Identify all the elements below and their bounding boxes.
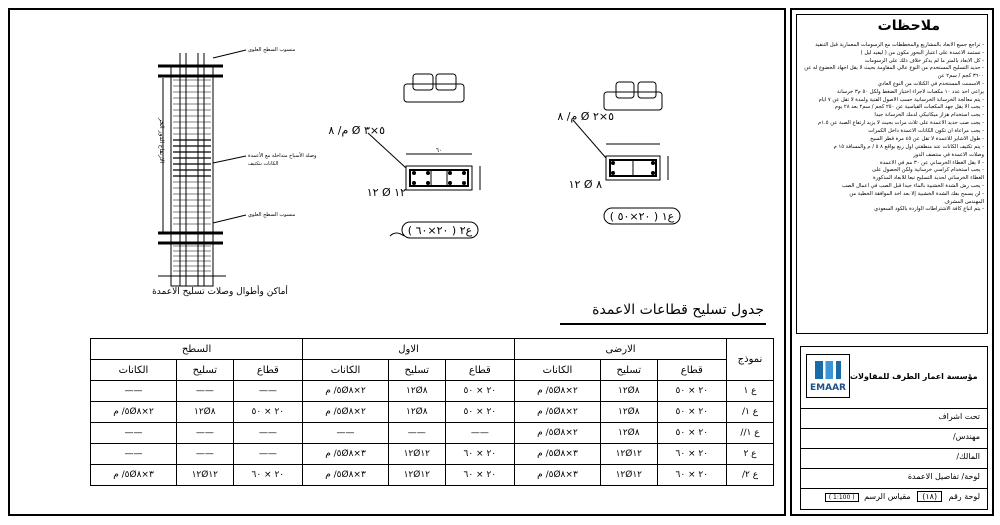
table-cell: ٢٠ × ٥٠: [657, 381, 726, 402]
rebar-dot: [412, 171, 416, 175]
table-cell: ٢٠ × ٦٠: [445, 444, 514, 465]
table-cell: ——: [91, 423, 177, 444]
table-cell: ١٢Ø١٢: [177, 465, 234, 486]
table-row: [91, 381, 774, 402]
model-cell: ع ١/: [727, 402, 774, 423]
note-item: - لن يسمح بفك الشدة الخشبية إلا بعد أخذ الموافقة الخطية من: [849, 190, 984, 197]
columns-schedule-table: [90, 338, 774, 486]
rebar-dot: [426, 181, 430, 185]
subheader-cell: تسليح: [600, 360, 657, 381]
table-cell: ——: [445, 423, 514, 444]
note-item: الغطاء الخرساني لحديد التسليح تبعا للأبعاد المذكورة: [872, 175, 984, 182]
table-cell: ——: [233, 381, 302, 402]
subheader-row: [91, 360, 774, 381]
note-item: - طول الأشاير للاعمدة لا تقل عن ٤٥ مرة قطر السيخ: [870, 136, 984, 143]
elevation-caption: أماكن وأطوال وصلات تسليح الاعمدة: [152, 287, 288, 297]
table-row: [91, 465, 774, 486]
table-cell: ——: [177, 381, 234, 402]
group-header-roof: السطح: [91, 339, 303, 360]
note-item: - لا يقل الغطاء الخرساني عن ٣٠ مم في الأعمدة: [880, 159, 984, 166]
note-item: - يجب استخدام كراسي خرسانية ولكن الحصول على: [872, 167, 984, 174]
c1-bars-label: ١٢ Ø ٨: [568, 178, 602, 191]
c1-stirrups-label: م/ ٨ Ø ٥×٢: [557, 110, 614, 123]
note-item: وصلات الأعمدة في منتصف الدور: [913, 151, 984, 158]
subheader-cell: الكانات: [515, 360, 601, 381]
subheader-cell: قطاع: [657, 360, 726, 381]
table-cell: ٢×٥Ø٨/ م: [515, 402, 601, 423]
table-cell: ١٢Ø١٢: [600, 444, 657, 465]
rebar-dot: [462, 171, 466, 175]
elevation-bottom-note: منسوب السطح العلوي: [248, 212, 296, 218]
group-header-first: الاول: [303, 339, 515, 360]
note-item: - تستمد الأعمدة على اعتبار البحور مكون من ( ليفيد ليل ): [860, 49, 984, 56]
table-title-underline: [560, 322, 766, 326]
subheader-cell: قطاع: [445, 360, 514, 381]
model-header: نموذج: [727, 339, 774, 381]
note-item: يراعى أخذ عدد ١٠ مكعبات لأجراء اختبار الضغط ولكل ٥٠ م٣ خرسانة: [837, 88, 984, 95]
table-cell: ——: [388, 423, 445, 444]
c2-bars-label: ١٢ Ø ١٢: [366, 186, 406, 199]
note-item: المهندس المشرف: [944, 198, 984, 205]
scale-value: ( 1:100 ): [825, 493, 859, 502]
table-cell: ——: [91, 444, 177, 465]
table-cell: ١٢Ø٨: [388, 381, 445, 402]
rebar-dot: [462, 181, 466, 185]
table-cell: ٢×٥Ø٨/ م: [515, 423, 601, 444]
rebar-dot: [426, 171, 430, 175]
sheet-title-row: لوحة/ تفاصيل الاعمدة: [800, 468, 988, 485]
note-item: - يجب استخدام هزاز ميكانيكي لدمك الخرسانة جيدا: [874, 112, 984, 119]
logo-text: EMAAR: [810, 383, 846, 393]
company-name: مؤسسة اعمار الطرف للمقاولات: [850, 372, 978, 381]
sheet-no-label: لوحة رقم: [948, 492, 980, 501]
table-cell: ٢٠ × ٦٠: [657, 444, 726, 465]
rebar-dot: [448, 181, 452, 185]
note-item: - الاسمنت المستخدم في الكتلات من النوع العادي: [877, 80, 984, 87]
subheader-cell: الكانات: [303, 360, 389, 381]
rebar-dot: [651, 161, 655, 165]
c2-label: ع٢ ( ٢٠×٦٠ ): [407, 224, 473, 237]
subheader-cell: تسليح: [177, 360, 234, 381]
notes-title: ملاحظات: [877, 18, 940, 34]
c1-label: ع١ ( ٢٠×٥٠ ): [609, 210, 675, 223]
model-cell: ع ١//: [727, 423, 774, 444]
table-row: [91, 423, 774, 444]
table-cell: ٣×٥Ø٨/ م: [91, 465, 177, 486]
sheet-info-row: [800, 488, 988, 508]
table-cell: ٣×٥Ø٨/ م: [303, 444, 389, 465]
note-item: - كل الأبعاد بالمتر ما لم يذكر خلاف ذلك على الرسومات: [864, 57, 984, 64]
note-item: - يجب مراعاة ان تكون الكانات الأعمدة داخل الكمرات: [868, 127, 984, 134]
table-cell: ٢٠ × ٥٠: [445, 402, 514, 423]
table-cell: ١٢Ø٨: [388, 402, 445, 423]
table-title: جدول تسليح قطاعات الاعمدة: [592, 302, 764, 318]
rebar-dot: [611, 171, 615, 175]
table-cell: ١٢Ø٨: [600, 423, 657, 444]
note-item: - يتم اتباع كافة الاشتراطات الواردة بالكود السعودي: [874, 206, 984, 213]
table-cell: ——: [177, 444, 234, 465]
elevation-side-note: الارتفاع الدور الحر: [158, 118, 165, 164]
notes-list: [800, 42, 984, 214]
note-item: - يجب الا يقل جهد المكعبات القياسية عن ٢٥٠ كجم / سم٢ بعد ٢٨ يوم: [834, 104, 984, 111]
rebar-dot: [651, 171, 655, 175]
table-cell: ٢×٥Ø٨/ م: [303, 402, 389, 423]
elevation-mid-note2: الكانات بتكثيف: [248, 161, 279, 167]
subheader-cell: الكانات: [91, 360, 177, 381]
table-cell: ٢×٥Ø٨/ م: [303, 381, 389, 402]
table-cell: ——: [233, 444, 302, 465]
table-row: [91, 444, 774, 465]
note-item: - يجب رش الشدة الخشبية بالماء جيدا قبل الصب في أعمال الصب: [841, 182, 984, 189]
note-item: - يتم معالجة الخرسانة الخرسانية حسب الأصول الفنية ولمدة لا تقل عن ٧ أيام: [818, 96, 984, 103]
c2-stirrups-label: م/ ٨ Ø ٥×٣: [328, 124, 385, 137]
elevation-mid-note: وصلة الأسياخ متداخلة مع الأعمدة: [248, 153, 317, 159]
table-cell: ٢٠ × ٥٠: [445, 381, 514, 402]
table-cell: ٢٠ × ٥٠: [233, 402, 302, 423]
table-cell: ١٢Ø٨: [600, 381, 657, 402]
group-header-ground: الارضى: [515, 339, 727, 360]
rebar-dot: [412, 181, 416, 185]
table-cell: ٢٠ × ٦٠: [445, 465, 514, 486]
company-logo: [806, 354, 850, 398]
note-item: ٣٦٠٠ كجم / سم٢ عن: [937, 73, 984, 80]
elevation-top-note: منسوب السطح العلوي: [248, 47, 296, 53]
table-cell: ——: [233, 423, 302, 444]
table-cell: ٢٠ × ٥٠: [657, 423, 726, 444]
note-item: - تراجع جميع الأبعاد بالمشاريع والمخططات مع الرسومات المعمارية قبل التنفيذ: [815, 42, 984, 48]
table-cell: ١٢Ø١٢: [388, 465, 445, 486]
supervision-row: تحت اشراف: [800, 408, 988, 425]
table-cell: ——: [177, 423, 234, 444]
model-cell: ع ١: [727, 381, 774, 402]
note-item: - يتم تكثيف الكانات عند منطقتي أول ربع بواقع ٨ ٥ / م والمسافة ١٥ م: [833, 143, 984, 150]
c2-width-dim: ٦٠: [435, 147, 443, 154]
rebar-dot: [611, 161, 615, 165]
table-cell: ٢٠ × ٦٠: [233, 465, 302, 486]
model-cell: ع ٢: [727, 444, 774, 465]
table-cell: ٣×٥Ø٨/ م: [515, 444, 601, 465]
table-cell: ٢٠ × ٥٠: [657, 402, 726, 423]
table-cell: ١٢Ø١٢: [600, 465, 657, 486]
owner-row: المالك/: [800, 448, 988, 465]
table-cell: ١٢Ø١٢: [388, 444, 445, 465]
note-item: - يجب صب حديد الأعمدة على ثلاث مرات بحيث لا يزيد ارتفاع الصبة عن ١.٥م: [818, 119, 984, 126]
table-cell: ٢٠ × ٦٠: [657, 465, 726, 486]
engineer-row: مهندس/: [800, 428, 988, 445]
table-row: [91, 402, 774, 423]
table-cell: ٢×٥Ø٨/ م: [515, 381, 601, 402]
table-cell: ١٢Ø٨: [600, 402, 657, 423]
table-cell: ——: [91, 381, 177, 402]
rebar-dot: [448, 171, 452, 175]
scale-label: مقياس الرسم: [864, 492, 911, 501]
table-cell: ٢×٥Ø٨/ م: [91, 402, 177, 423]
table-cell: ٣×٥Ø٨/ م: [303, 465, 389, 486]
logo-mark-icon: [815, 361, 841, 379]
table-cell: ١٢Ø٨: [177, 402, 234, 423]
note-item: - حديد التسليح المستخدم من النوع عالي المقاومة بحيث لا يقل اجهاد الخضوع له عن: [804, 65, 984, 72]
subheader-cell: قطاع: [233, 360, 302, 381]
table-cell: ——: [303, 423, 389, 444]
column-details-drawing: [8, 8, 786, 308]
sheet-no: (١٨): [917, 491, 942, 502]
subheader-cell: تسليح: [388, 360, 445, 381]
table-cell: ٣×٥Ø٨/ م: [515, 465, 601, 486]
model-cell: ع ٢/: [727, 465, 774, 486]
